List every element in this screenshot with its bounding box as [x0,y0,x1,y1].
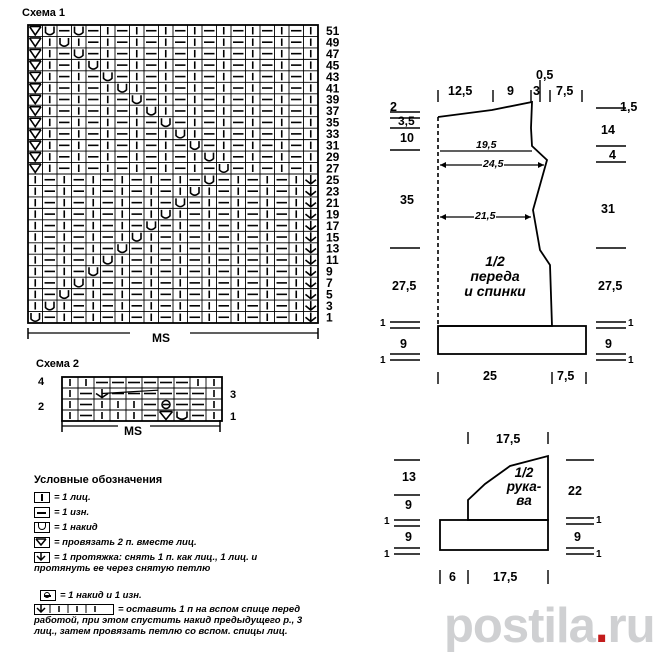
legend-item-knit: = 1 лиц. [34,492,91,503]
body-right-dim-4: 31 [601,202,615,216]
scheme2-repeat-label: MS [124,424,142,438]
scheme1-row-number: 43 [326,69,340,84]
body-right-dim-3: 4 [609,148,616,162]
body-right-dim-7: 9 [605,337,612,351]
sleeve-bottom-dim-1: 6 [449,570,456,584]
scheme1-row-number: 17 [326,218,340,233]
leave-stitch-symbol-icon [34,604,114,615]
scheme1-row-number: 25 [326,172,340,187]
legend-item-yo-purl: = 1 накид и 1 изн. [34,590,142,601]
scheme1-title: Схема 1 [22,7,66,19]
scheme1-row-number: 7 [326,276,333,291]
sleeve-left-dim-2: 9 [405,498,412,512]
scheme2-row-1: 1 [230,411,237,423]
sleeve-piece-label [496,466,552,508]
body-inner-dim-2: 24,5 [483,158,504,170]
body-left-dim-7: 9 [400,337,407,351]
body-label-line-2: переда [470,268,520,284]
sleeve-top-dim: 17,5 [496,432,521,446]
scheme1-row-number: 3 [326,299,333,314]
scheme2-row-3: 3 [230,389,237,401]
scheme1-row-number: 1 [326,310,333,325]
body-left-dim-4: 35 [400,193,414,207]
body-left-dim-1: 2 [390,100,397,114]
scheme1-row-number: 47 [326,46,340,61]
body-left-dim-3: 10 [400,131,414,145]
scheme2-row-2: 2 [38,401,45,413]
scheme1-row-number: 15 [326,230,340,245]
body-top-dim-1: 12,5 [448,84,473,98]
body-top-dim-2: 9 [507,84,514,98]
scheme1-row-number: 27 [326,161,340,176]
scheme1-row-number: 39 [326,92,340,107]
sleeve-left-dim-5: 1 [384,549,390,560]
sleeve-label-line-3: ва [516,493,532,508]
body-right-dim-6: 1 [628,318,634,329]
body-right-dim-1: 1,5 [620,100,638,114]
sleeve-left-dim-4: 9 [405,530,412,544]
legend-item-leave-stitch: = оставить 1 п на вспом спице перед работой, при этом спустить накид предыдущего р., 3 лиц., затем провязать петлю со вспом. спицы лиц. [34,604,303,637]
sleeve-right-dim-2: 1 [596,515,602,526]
scheme1-row-number: 11 [326,253,339,268]
scheme1-row-number: 49 [326,35,340,50]
scheme1-repeat-label: MS [152,331,170,345]
body-top-extra: 0,5 [536,68,554,82]
scheme2-row-4: 4 [38,376,45,388]
sleeve-label-line-2: рука- [506,479,542,494]
sleeve-left-dim-1: 13 [402,470,416,484]
body-left-dim-6: 1 [380,318,386,329]
body-left-dim-8: 1 [380,355,386,366]
watermark-logo: postila.ru [444,599,655,653]
scheme1-row-number: 29 [326,150,340,165]
sleeve-right-dim-1: 22 [568,484,582,498]
body-bottom-dim-2: 7,5 [557,369,575,383]
legend-item-pull-through: = 1 протяжка: снять 1 п. как лиц., 1 лиц. и протянуть ее через снятую петлю [34,552,258,574]
sleeve-label-line-1: 1/2 [514,465,534,480]
scheme1-row-number: 45 [326,58,340,73]
sleeve-left-dim-3: 1 [384,516,390,527]
body-inner-dim-3: 21,5 [475,210,496,222]
body-left-dim-5: 27,5 [392,279,417,293]
scheme1-row-number: 19 [326,207,340,222]
legend-item-yarn-over: = 1 накид [34,522,98,533]
scheme1-row-number: 21 [326,195,340,210]
sleeve-right-dim-4: 1 [596,549,602,560]
body-right-dim-2: 14 [601,123,615,137]
body-bottom-dim-1: 25 [483,369,497,383]
scheme1-row-number: 51 [326,23,340,38]
legend-item-k2tog: = провязать 2 п. вместе лиц. [34,537,197,548]
legend-item-purl: = 1 изн. [34,507,89,518]
scheme1-row-number: 37 [326,104,340,119]
scheme1-row-number: 5 [326,287,333,302]
scheme1-row-number: 33 [326,127,340,142]
scheme1-row-number: 23 [326,184,340,199]
body-right-dim-8: 1 [628,355,634,366]
body-right-dim-5: 27,5 [598,279,623,293]
sleeve-cuff [440,520,548,550]
body-top-dim-3: 3 [533,84,540,98]
scheme1-row-number: 41 [326,81,340,96]
body-label-line-1: 1/2 [485,253,505,269]
body-label-line-3: и спинки [464,283,526,299]
scheme1-row-number: 35 [326,115,340,130]
body-left-dim-2: 3,5 [398,114,415,128]
sleeve-right-dim-3: 9 [574,530,581,544]
scheme1-row-number: 31 [326,138,340,153]
scheme2-title: Схема 2 [36,358,80,370]
legend-title: Условные обозначения [34,474,163,486]
scheme1-row-number: 13 [326,241,340,256]
body-top-dim-4: 7,5 [556,84,574,98]
sleeve-bottom-dim-2: 17,5 [493,570,518,584]
body-inner-dim-1: 19,5 [476,139,497,151]
scheme1-row-number: 9 [326,264,333,279]
